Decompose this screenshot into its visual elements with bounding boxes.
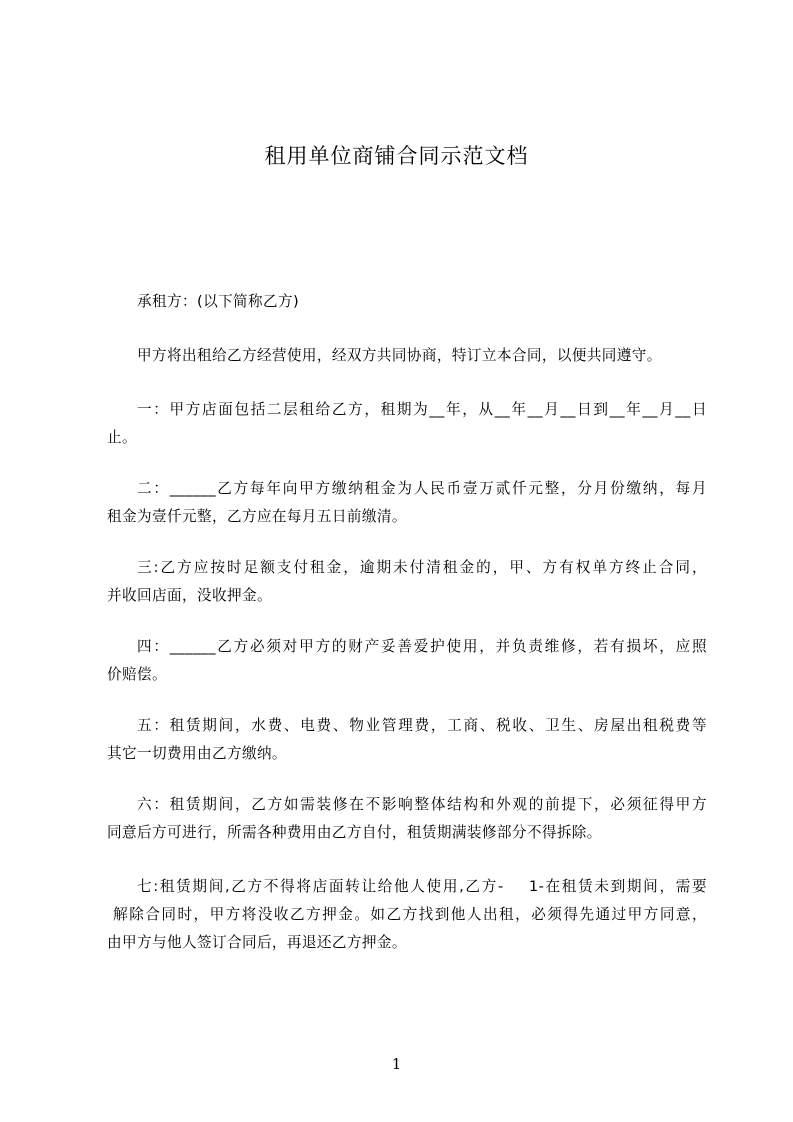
paragraph-line: 并收回店面，没收押金。 [107,587,272,604]
paragraph-line: 甲方将出租给乙方经营使用，经双方共同协商，特订立本合同，以便共同遵守。 [137,347,662,364]
paragraph-line: 止。 [107,429,137,446]
paragraph-clause-6 [107,791,707,847]
paragraph-line: 一：甲方店面包括二层租给乙方，租期为__年，从__年__月__日到__年__月__日 [137,401,707,418]
paragraph-clause-5 [107,712,707,768]
paragraph-line: 承租方：(以下简称乙方) [137,293,300,310]
paragraph-line: 同意后方可进行，所需各种费用由乙方自付，租赁期满装修部分不得拆除。 [107,824,602,841]
paragraph-clause-4 [107,633,707,689]
paragraph-line: 五：租赁期间，水费、电费、物业管理费，工商、税收、卫生、房屋出租税费等 [137,717,707,734]
paragraph-lessee [107,288,707,316]
document-title: 租用单位商铺合同示范文档 [264,144,529,168]
paragraph-line: 三:乙方应按时足额支付租金，逾期未付清租金的，甲、方有权单方终止合同， [137,559,707,576]
paragraph-line: 二：______乙方每年向甲方缴纳租金为人民币壹万贰仟元整，分月份缴纳，每月 [137,480,707,497]
paragraph-line: 由甲方与他人签订合同后，再退还乙方押金。 [107,934,407,951]
paragraph-intro [107,342,707,370]
paragraph-line: 其它一切费用由乙方缴纳。 [107,745,287,762]
page-number: 1 [391,1055,402,1073]
paragraph-line: 解除合同时，甲方将没收乙方押金。如乙方找到他人出租，必须得先通过甲方同意， [107,906,707,923]
paragraph-clause-1 [107,396,707,452]
paragraph-line: 七:租赁期间,乙方不得将店面转让给他人使用,乙方- 1-在租赁未到期间，需要 [137,878,707,895]
paragraph-line: 四：______乙方必须对甲方的财产妥善爱护使用，并负责维修，若有损坏，应照 [137,638,707,655]
paragraph-clause-7 [107,873,707,957]
paragraph-line: 价赔偿。 [107,666,167,683]
paragraph-line: 租金为壹仟元整，乙方应在每月五日前缴清。 [107,508,407,525]
paragraph-line: 六：租赁期间，乙方如需装修在不影响整体结构和外观的前提下，必须征得甲方 [137,796,707,813]
paragraph-clause-2 [107,475,707,531]
paragraph-clause-3 [107,554,707,610]
